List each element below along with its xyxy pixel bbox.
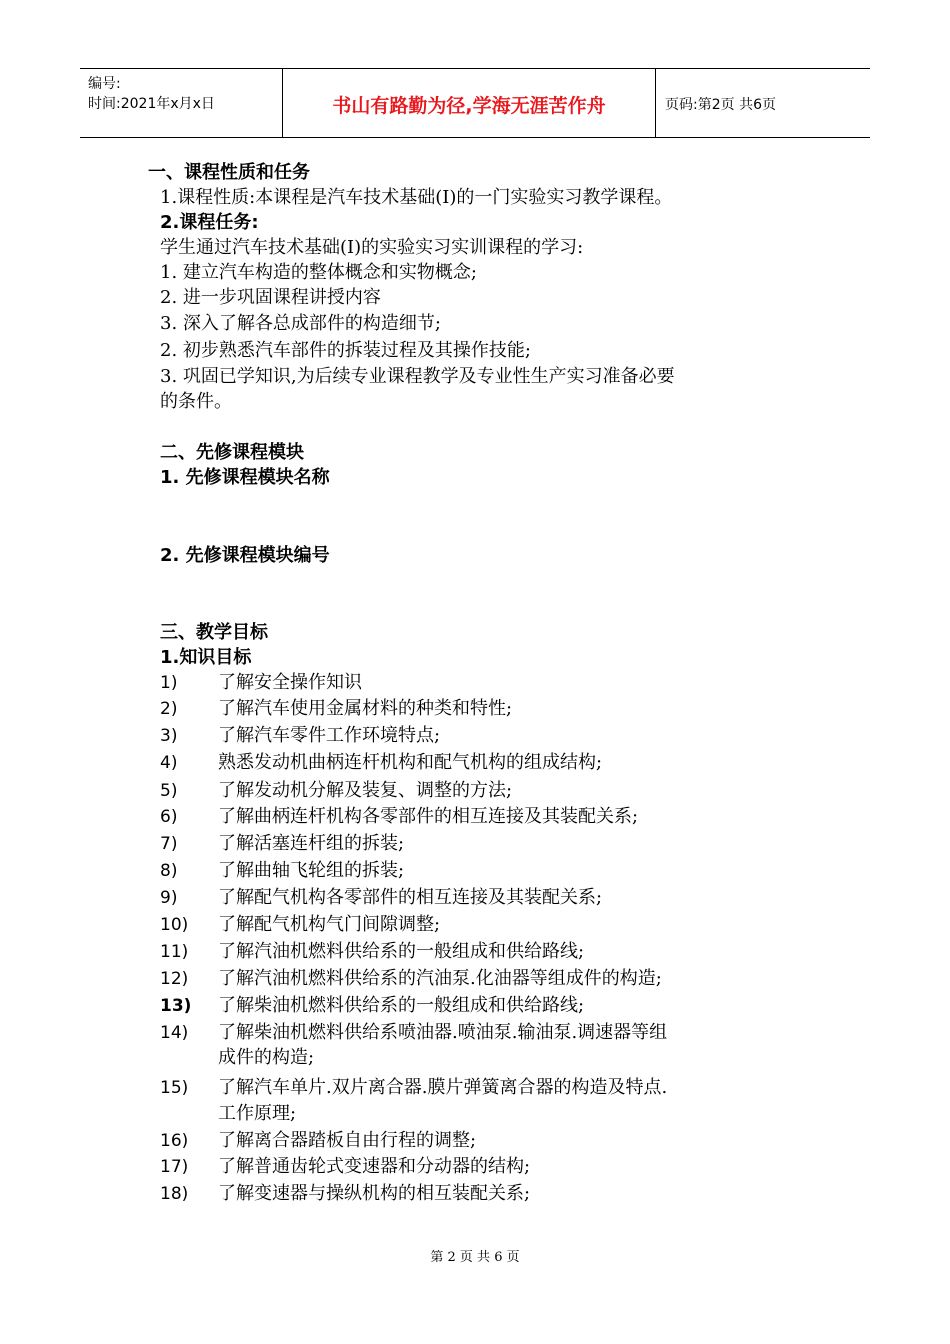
item-number: 7) xyxy=(160,834,178,854)
number-label: 编号: xyxy=(88,76,121,92)
list-item xyxy=(160,1022,667,1044)
prereq-module-name: 1. 先修课程模块名称 xyxy=(160,467,330,488)
item-text: 了解发动机分解及装复、调整的方法; xyxy=(218,780,513,801)
item-text: 了解汽油机燃料供给系的汽油泵.化油器等组成件的构造; xyxy=(218,968,662,989)
page-header xyxy=(80,68,870,138)
item-number: 16) xyxy=(160,1131,189,1151)
item-text: 了解配气机构各零部件的相互连接及其装配关系; xyxy=(218,887,603,908)
item-number: 6) xyxy=(160,807,178,827)
list-item xyxy=(160,1130,476,1152)
task-intro: 学生通过汽车技术基础(I)的实验实习实训课程的学习: xyxy=(160,237,584,258)
list-item xyxy=(160,968,662,990)
list-item xyxy=(160,914,440,936)
item-number: 17) xyxy=(160,1157,189,1177)
knowledge-goal-heading: 1.知识目标 xyxy=(160,647,252,668)
page-number-label: 页码:第2页 共6页 xyxy=(665,97,776,113)
item-text: 了解汽车单片.双片离合器.膜片弹簧离合器的构造及特点. xyxy=(218,1077,668,1098)
item-text: 了解柴油机燃料供给系的一般组成和供给路线; xyxy=(218,995,585,1016)
item-text: 了解安全操作知识 xyxy=(218,672,362,693)
section-1-heading: 一、课程性质和任务 xyxy=(148,162,310,183)
time-label: 时间:2021年x月x日 xyxy=(88,96,215,112)
item-text: 了解汽车零件工作环境特点; xyxy=(218,725,441,746)
item-number: 13) xyxy=(160,996,192,1016)
item-text: 了解汽车使用金属材料的种类和特性; xyxy=(218,698,513,719)
list-item xyxy=(160,1183,530,1205)
item-number: 3) xyxy=(160,726,178,746)
item-text: 了解普通齿轮式变速器和分动器的结构; xyxy=(218,1156,531,1177)
list-item xyxy=(160,725,440,747)
task-item: 3. 深入了解各总成部件的构造细节; xyxy=(160,313,441,334)
list-item xyxy=(160,887,602,909)
task-item: 2. 进一步巩固课程讲授内容 xyxy=(160,287,381,308)
list-item xyxy=(160,672,362,694)
section-3-heading: 三、教学目标 xyxy=(160,622,268,643)
item-text: 了解柴油机燃料供给系喷油器.喷油泵.输油泵.调速器等组 xyxy=(218,1022,668,1043)
item-number: 12) xyxy=(160,969,189,989)
item-number: 9) xyxy=(160,888,178,908)
header-right-cell xyxy=(655,69,870,137)
list-item-continuation: 成件的构造; xyxy=(218,1047,315,1068)
item-text: 了解汽油机燃料供给系的一般组成和供给路线; xyxy=(218,941,585,962)
list-item xyxy=(160,806,638,828)
item-number: 5) xyxy=(160,781,178,801)
list-item xyxy=(160,752,602,774)
item-number: 18) xyxy=(160,1184,189,1204)
list-item xyxy=(160,833,404,855)
task-item: 2. 初步熟悉汽车部件的拆装过程及其操作技能; xyxy=(160,340,531,361)
motto: 书山有路勤为径,学海无涯苦作舟 xyxy=(332,95,606,117)
item-text: 了解配气机构气门间隙调整; xyxy=(218,914,441,935)
item-number: 8) xyxy=(160,861,178,881)
list-item xyxy=(160,780,512,802)
item-number: 14) xyxy=(160,1023,189,1043)
item-text: 了解变速器与操纵机构的相互装配关系; xyxy=(218,1183,531,1204)
item-number: 10) xyxy=(160,915,189,935)
task-item-continuation: 的条件。 xyxy=(160,391,232,412)
list-item xyxy=(160,1077,667,1099)
item-text: 熟悉发动机曲柄连杆机构和配气机构的组成结构; xyxy=(218,752,603,773)
header-middle-cell xyxy=(282,69,656,137)
item-number: 1) xyxy=(160,673,178,693)
list-item xyxy=(160,1156,530,1178)
list-item xyxy=(160,995,584,1017)
list-item xyxy=(160,860,404,882)
item-number: 4) xyxy=(160,753,178,773)
item-number: 11) xyxy=(160,942,189,962)
item-number: 15) xyxy=(160,1078,189,1098)
course-task-heading: 2.课程任务: xyxy=(160,212,259,233)
item-text: 了解离合器踏板自由行程的调整; xyxy=(218,1130,477,1151)
course-nature: 1.课程性质:本课程是汽车技术基础(I)的一门实验实习教学课程。 xyxy=(160,187,673,208)
task-item: 1. 建立汽车构造的整体概念和实物概念; xyxy=(160,262,477,283)
list-item xyxy=(160,698,512,720)
prereq-module-number: 2. 先修课程模块编号 xyxy=(160,545,330,566)
item-text: 了解活塞连杆组的拆装; xyxy=(218,833,405,854)
section-2-heading: 二、先修课程模块 xyxy=(160,442,304,463)
item-text: 了解曲轴飞轮组的拆装; xyxy=(218,860,405,881)
item-number: 2) xyxy=(160,699,178,719)
page-footer: 第 2 页 共 6 页 xyxy=(430,1250,520,1265)
list-item-continuation: 工作原理; xyxy=(218,1103,297,1124)
list-item xyxy=(160,941,584,963)
task-item: 3. 巩固已学知识,为后续专业课程教学及专业性生产实习准备必要 xyxy=(160,366,675,387)
header-left-cell xyxy=(80,69,282,137)
item-text: 了解曲柄连杆机构各零部件的相互连接及其装配关系; xyxy=(218,806,639,827)
